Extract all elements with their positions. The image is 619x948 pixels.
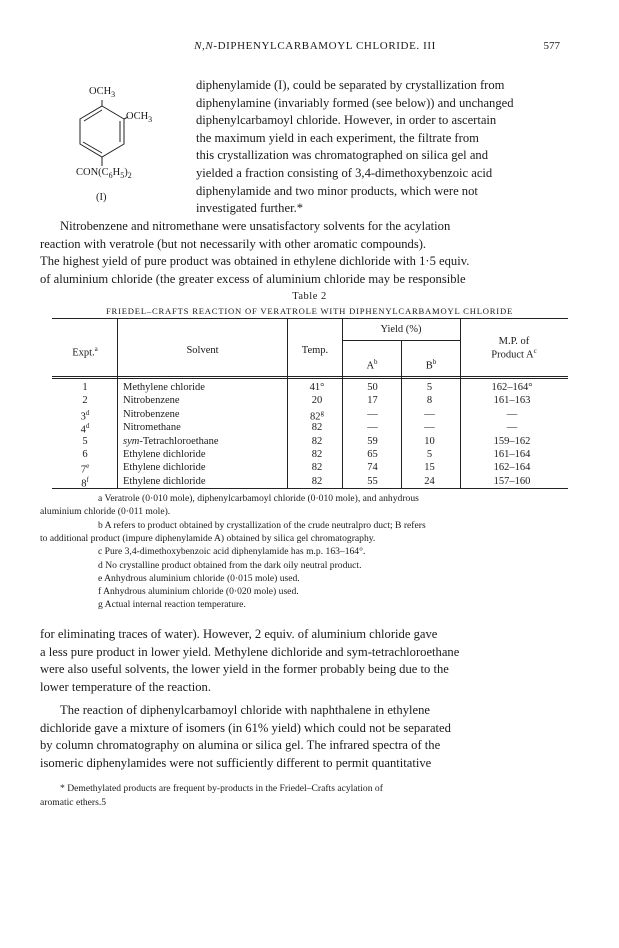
cell-yield-b: — — [424, 408, 435, 420]
header-mp: M.P. of Product $A^c$ — [491, 336, 537, 361]
text-line: dichloride gave a mixture of isomers (in 61% yield) which could not be separated — [40, 720, 451, 735]
water-paragraph — [40, 626, 580, 696]
page-footnote — [40, 782, 580, 810]
cell-yield-b: 24 — [424, 475, 435, 487]
text-line: the maximum yield in each experiment, the filtrate from — [196, 130, 479, 145]
cell-solvent: sym-Tetrachloroethane — [123, 435, 219, 447]
cell-yield-a: 17 — [367, 395, 378, 407]
table-footnote: d No crystalline product obtained from the dark oily neutral product. — [98, 560, 362, 571]
table-footnote: b A refers to product obtained by crystallization of the crude neutralpro duct; B refers — [98, 520, 426, 531]
header-expt: Expt.$^a$ — [72, 345, 98, 359]
table-header-rule — [52, 376, 568, 377]
cell-mp: 162–164 — [493, 462, 531, 474]
text-line: diphenylamine (invariably formed (see below)) and unchanged — [196, 95, 514, 110]
cell-mp: 161–164 — [493, 449, 531, 460]
cell-yield-a: 50 — [367, 382, 378, 393]
cell-mp: — — [506, 422, 518, 434]
text-line: by column chromatography on alumina or silica gel. The infrared spectra of the — [40, 738, 441, 753]
cell-yield-a: 74 — [367, 462, 378, 474]
cell-yield-b: 15 — [424, 462, 435, 474]
text-line: diphenylamide and two minor products, which were not — [196, 183, 478, 198]
cell-yield-b: 10 — [424, 435, 435, 447]
table-footnote: e Anhydrous aluminium chloride (0·015 mole) used. — [98, 573, 300, 584]
table-footnote: to additional product (impure diphenylamide A) obtained by silica gel chromatography. — [40, 533, 376, 544]
cell-mp: — — [506, 408, 518, 420]
text-line: investigated further.* — [196, 201, 304, 216]
cell-mp: 161–163 — [493, 395, 531, 407]
cell-expt: 6 — [82, 449, 88, 460]
cell-yield-a: 65 — [367, 449, 378, 460]
cell-temp: 82 — [311, 449, 323, 460]
cell-solvent: Nitromethane — [123, 422, 181, 434]
table-footnote: g Actual internal reaction temperature. — [98, 599, 246, 610]
footnote-line: * Demethylated products are frequent by-products in the Friedel–Crafts acylation of — [60, 783, 383, 794]
text-line: The reaction of diphenylcarbamoyl chloride with naphthalene in ethylene — [60, 703, 430, 717]
cell-yield-a: 59 — [367, 435, 378, 447]
header-rest: -DIPHENYLCARBAMOYL CHLORIDE. III — [213, 40, 436, 52]
cell-temp: 20 — [311, 395, 323, 407]
table-vline — [287, 318, 288, 488]
text-line: lower temperature of the reaction. — [40, 679, 211, 694]
header-solvent: Solvent — [186, 345, 219, 356]
text-line: were also useful solvents, the lower yield in the former probably being due to the — [40, 662, 449, 677]
table-top-rule — [52, 318, 568, 319]
benzene-ring-drawing — [68, 88, 178, 198]
header-italic: N,N — [194, 40, 214, 52]
cell-temp: 82 — [311, 435, 323, 447]
cell-yield-b: 5 — [426, 382, 433, 393]
cell-expt: 5 — [82, 435, 88, 447]
header-temp: Temp. — [301, 345, 329, 356]
text-line: of aluminium chloride (the greater excess of aluminium chloride may be responsible — [40, 271, 466, 286]
running-header — [150, 40, 480, 52]
compound-label: (I) — [96, 192, 107, 203]
cell-solvent: Ethylene dichloride — [123, 475, 206, 487]
cell-solvent: Nitrobenzene — [123, 395, 180, 407]
header-yield: Yield (%) — [380, 324, 422, 335]
cell-temp: 82 — [311, 462, 323, 474]
table-footnote: f Anhydrous aluminium chloride (0·020 mole) used. — [98, 586, 299, 597]
text-line: a less pure product in lower yield. Methylene dichloride and sym-tetrachloroethane — [40, 644, 460, 659]
cell-mp: 162–164° — [491, 382, 533, 393]
page-number: 577 — [543, 40, 560, 52]
cell-solvent: Nitrobenzene — [123, 408, 180, 420]
header-yield-b: $B^b$ — [425, 358, 437, 372]
header-yield-a: $A^b$ — [366, 358, 378, 372]
table-caption: FRIEDEL–CRAFTS REACTION OF VERATROLE WITH DIPHENYLCARBAMOYL CHLORIDE — [105, 306, 514, 316]
table-vline — [460, 318, 461, 488]
cell-yield-a: — — [367, 408, 378, 420]
text-line: reaction with veratrole (but not necessarily with other aromatic compounds). — [40, 236, 427, 251]
text-line: diphenylcarbamoyl chloride. However, in order to ascertain — [196, 113, 497, 128]
table-label: Table 2 — [292, 291, 327, 302]
cell-mp: 157–160 — [493, 475, 531, 487]
cell-expt: 7e — [80, 462, 90, 476]
cell-solvent: Ethylene dichloride — [123, 449, 206, 460]
cell-yield-b: 8 — [426, 395, 433, 407]
text-line: Nitrobenzene and nitromethane were unsatisfactory solvents for the acylation — [60, 219, 451, 233]
cell-solvent: Ethylene dichloride — [123, 462, 206, 474]
cell-yield-b: — — [424, 422, 435, 434]
methoxy-top-label: $OCH_3$ — [89, 86, 116, 100]
table-bottom-rule — [52, 488, 568, 489]
cell-mp: 159–162 — [493, 435, 531, 447]
cell-expt: 4$^d$ — [80, 422, 90, 436]
cell-temp: 82 — [311, 422, 323, 434]
cell-temp: 41° — [309, 382, 325, 393]
text-line: isomeric diphenylamides were not sufficiently different to permit quantitative — [40, 755, 432, 770]
cell-solvent: Methylene chloride — [123, 382, 205, 393]
cell-yield-b: 5 — [426, 449, 433, 460]
table-vline — [117, 318, 118, 488]
text-line: for eliminating traces of water). However, 2 equiv. of aluminium chloride gave — [40, 627, 438, 641]
nitro-paragraph — [40, 218, 580, 288]
methoxy-meta-label: $OCH_3$ — [126, 111, 153, 125]
amide-label: $CON(C_6H_5)_2$ — [76, 167, 132, 181]
footnote-line: aromatic ethers.5 — [40, 797, 107, 808]
text-line: The highest yield of pure product was obtained in ethylene dichloride with 1·5 equiv. — [40, 254, 470, 269]
cell-yield-a: — — [367, 422, 378, 434]
table-vline — [342, 318, 343, 488]
cell-expt: 2 — [82, 395, 88, 407]
cell-temp: 82 — [311, 475, 323, 487]
table-header-rule-2 — [52, 378, 568, 379]
cell-expt: 3$^d$ — [80, 408, 90, 423]
text-line: yielded a fraction consisting of 3,4-dimethoxybenzoic acid — [196, 165, 493, 180]
intro-paragraph — [196, 77, 580, 218]
text-line: diphenylamide (I), could be separated by crystallization from — [196, 78, 505, 92]
table-footnote: a Veratrole (0·010 mole), diphenylcarbamoyl chloride (0·010 mole), and anhydrous — [98, 493, 419, 504]
chemical-structure — [68, 86, 178, 203]
cell-expt: 8$^f$ — [81, 475, 89, 490]
naphthalene-paragraph — [40, 702, 580, 772]
cell-yield-a: 55 — [367, 475, 378, 487]
table-footnote: aluminium chloride (0·011 mole). — [40, 506, 171, 517]
text-line: this crystallization was chromatographed on silica gel and — [196, 148, 489, 163]
table-footnote: c Pure 3,4-dimethoxybenzoic acid diphenylamide has m.p. 163–164°. — [98, 546, 366, 557]
cell-expt: 1 — [82, 382, 88, 393]
cell-temp: 82$^g$ — [310, 408, 324, 423]
